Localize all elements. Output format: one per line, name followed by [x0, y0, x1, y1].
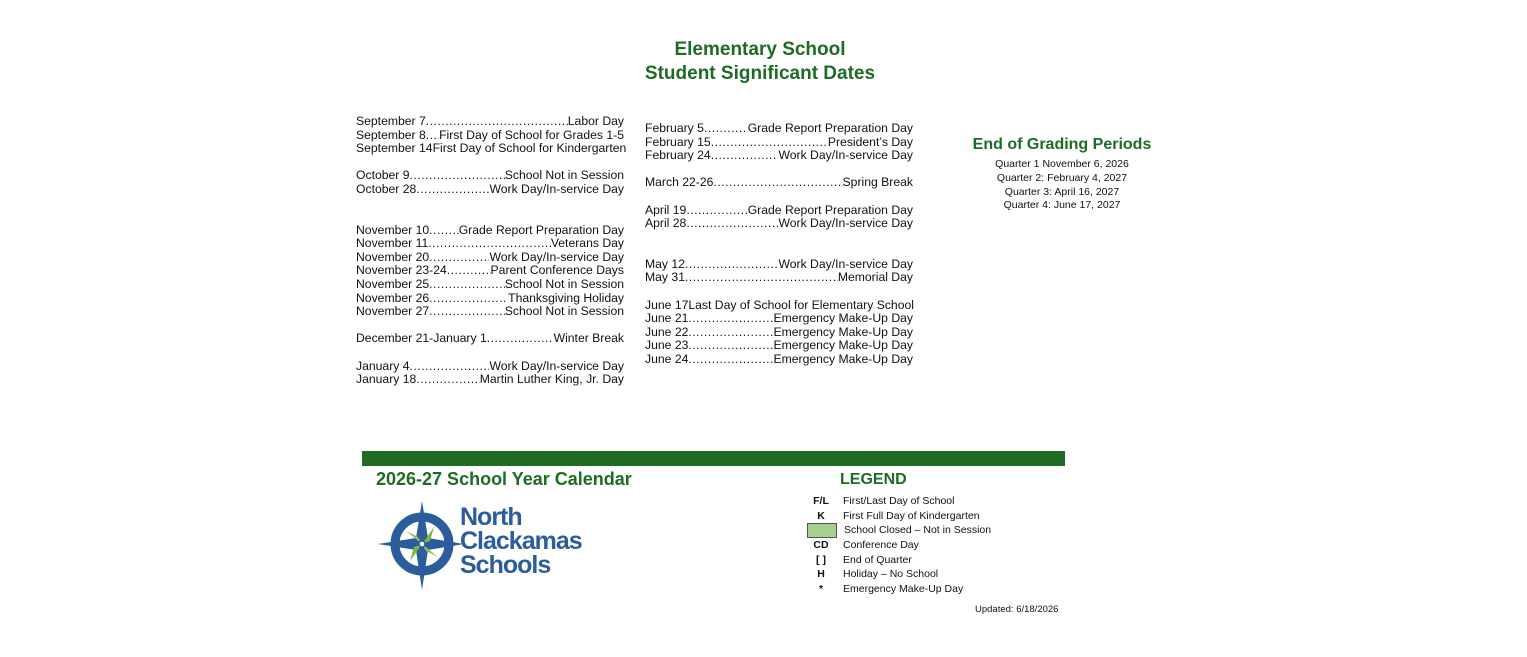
- date-row: [645, 136, 913, 150]
- date-row: [645, 299, 913, 313]
- date-label: November 25: [356, 276, 430, 291]
- date-label: February 5: [645, 121, 704, 135]
- dot-leader: [429, 251, 489, 265]
- event-label: Work Day/In-service Day: [489, 249, 624, 264]
- event-label: School Not in Session: [504, 276, 624, 291]
- legend-label: Conference Day: [843, 539, 919, 552]
- page-title-line2: Student Significant Dates: [644, 63, 876, 84]
- date-label: November 10: [356, 222, 430, 237]
- date-row: [356, 373, 624, 387]
- legend-symbol: [ ]: [816, 553, 826, 566]
- quarter-1: Quarter 1 November 6, 2026: [995, 158, 1129, 170]
- event-label: Martin Luther King, Jr. Day: [479, 372, 624, 387]
- spacer: [356, 197, 624, 224]
- event-label: Emergency Make-Up Day: [773, 311, 913, 326]
- date-row: [645, 149, 913, 163]
- legend-swatch: [807, 523, 837, 538]
- date-label: November 20: [356, 249, 430, 264]
- dot-leader: [416, 373, 479, 387]
- event-label: First Day of School for Kindergarten: [432, 141, 627, 156]
- date-row: [356, 129, 624, 143]
- spacer: [645, 190, 913, 204]
- date-row: [356, 305, 624, 319]
- dot-leader: [688, 326, 773, 340]
- date-label: June 21: [645, 311, 689, 326]
- date-label: March 22-26: [645, 175, 714, 190]
- quarter-4: Quarter 4: June 17, 2027: [1003, 199, 1121, 212]
- dates-list-fall: [356, 114, 627, 387]
- dot-leader: [688, 339, 773, 353]
- dot-leader: [429, 278, 505, 292]
- date-row: [356, 115, 624, 129]
- event-label: Emergency Make-Up Day: [773, 338, 913, 353]
- date-label: November 23-24: [356, 263, 447, 278]
- legend-label: School Closed – Not in Session: [844, 524, 992, 537]
- dates-list-spring: [645, 122, 913, 367]
- dot-leader: [685, 258, 778, 272]
- date-row: [356, 360, 624, 374]
- event-label: Work Day/In-service Day: [489, 181, 624, 196]
- date-label: April 19: [645, 202, 687, 217]
- event-label: Winter Break: [553, 331, 624, 346]
- legend-symbol: K: [817, 509, 825, 522]
- dot-leader: [686, 204, 747, 218]
- date-row: [356, 224, 624, 238]
- dot-leader: [447, 264, 491, 278]
- date-label: February 24: [645, 148, 711, 163]
- event-label: Last Day of School for Elementary School: [688, 297, 914, 312]
- legend-label: First/Last Day of School: [843, 495, 955, 508]
- legend-item: [806, 523, 991, 538]
- date-label: April 28: [645, 216, 687, 231]
- legend-title: LEGEND: [840, 471, 907, 488]
- dot-leader: [688, 353, 773, 367]
- dot-leader: [410, 360, 490, 374]
- date-row: [645, 339, 913, 353]
- event-label: Grade Report Preparation Day: [747, 121, 913, 135]
- event-label: Grade Report Preparation Day: [747, 202, 913, 217]
- legend-label: First Full Day of Kindergarten: [843, 509, 980, 522]
- event-label: Spring Break: [842, 175, 913, 190]
- quarter-2: Quarter 2: February 4, 2027: [996, 171, 1128, 184]
- legend-item: [806, 567, 991, 582]
- date-row: [645, 326, 913, 340]
- date-row: [356, 169, 624, 183]
- dot-leader: [686, 217, 778, 231]
- spacer: [356, 156, 624, 170]
- date-row: [645, 353, 913, 367]
- legend-symbol: H: [817, 568, 825, 581]
- date-label: January 4: [356, 358, 410, 373]
- dot-leader: [429, 305, 505, 319]
- legend-label: Emergency Make-Up Day: [843, 582, 964, 595]
- legend: [806, 494, 991, 596]
- dot-leader: [428, 237, 551, 251]
- legend-item: [806, 509, 991, 524]
- date-label: May 12: [645, 256, 685, 271]
- event-label: Work Day/In-service Day: [778, 216, 913, 231]
- date-row: [645, 204, 913, 218]
- legend-item: [806, 552, 991, 567]
- dot-leader: [688, 312, 773, 326]
- event-label: Veterans Day: [550, 236, 624, 251]
- date-row: [356, 264, 624, 278]
- legend-symbol: CD: [813, 539, 829, 552]
- legend-symbol: *: [818, 582, 824, 595]
- date-row: [356, 183, 624, 197]
- date-row: [356, 332, 624, 346]
- legend-item: [806, 494, 991, 509]
- divider-bar: [362, 451, 1065, 466]
- event-label: Parent Conference Days: [490, 263, 624, 278]
- updated-date: Updated: 6/18/2026: [975, 604, 1059, 615]
- date-label: September 14: [356, 141, 433, 156]
- page-title-line1: Elementary School: [674, 39, 846, 60]
- date-label: October 9: [356, 168, 410, 183]
- district-logo: [376, 497, 616, 593]
- date-row: [645, 312, 913, 326]
- dot-leader: [487, 332, 554, 346]
- date-row: [645, 271, 913, 285]
- date-label: February 15: [645, 134, 711, 149]
- logo-text-clackamas: Clackamas: [460, 527, 582, 555]
- grading-periods: [962, 136, 1162, 213]
- dot-leader: [685, 271, 838, 285]
- dot-leader: [416, 183, 489, 197]
- dot-leader: [711, 136, 828, 150]
- dot-leader: [711, 149, 779, 163]
- date-label: November 11: [356, 236, 429, 251]
- dot-leader: [429, 292, 508, 306]
- date-row: [645, 258, 913, 272]
- spacer: [356, 346, 624, 360]
- event-label: Labor Day: [567, 114, 624, 128]
- date-row: [645, 122, 913, 136]
- logo-text-north: North: [460, 503, 522, 531]
- spacer: [645, 231, 913, 258]
- date-row: [356, 292, 624, 306]
- dot-leader: [426, 129, 439, 143]
- date-label: November 26: [356, 290, 430, 305]
- spacer: [356, 319, 624, 333]
- legend-symbol: F/L: [813, 495, 829, 508]
- date-row: [645, 176, 913, 190]
- date-label: May 31: [645, 270, 685, 285]
- legend-label: Holiday – No School: [843, 568, 939, 581]
- legend-item: [806, 538, 991, 553]
- spacer: [645, 285, 913, 299]
- date-label: September 8: [356, 127, 426, 142]
- event-label: School Not in Session: [504, 304, 624, 319]
- date-row: [356, 237, 624, 251]
- date-row: [356, 141, 627, 156]
- quarter-3: Quarter 3: April 16, 2027: [1004, 185, 1120, 198]
- date-row: [356, 278, 624, 292]
- dot-leader: [410, 169, 505, 183]
- dot-leader: [426, 115, 568, 129]
- event-label: Work Day/In-service Day: [778, 256, 913, 271]
- legend-item: [806, 582, 991, 597]
- dot-leader: [713, 176, 842, 190]
- date-label: June 17: [645, 297, 689, 312]
- date-label: December 21-January 1: [356, 331, 487, 346]
- event-label: Thanksgiving Holiday: [508, 290, 624, 305]
- event-label: Grade Report Preparation Day: [458, 222, 624, 237]
- date-label: June 22: [645, 324, 689, 339]
- event-label: Work Day/In-service Day: [489, 358, 624, 373]
- date-label: October 28: [356, 181, 417, 196]
- dot-leader: [704, 122, 748, 136]
- date-label: June 23: [645, 338, 689, 353]
- logo-text-schools: Schools: [460, 551, 551, 579]
- grading-periods-title: End of Grading Periods: [972, 136, 1152, 153]
- date-row: [356, 251, 624, 265]
- event-label: President’s Day: [827, 134, 913, 149]
- date-row: [645, 217, 913, 231]
- date-label: January 18: [356, 372, 417, 387]
- spacer: [645, 163, 913, 177]
- date-label: September 7: [356, 114, 426, 128]
- date-label: November 27: [356, 304, 430, 319]
- calendar-title: 2026-27 School Year Calendar: [376, 469, 632, 489]
- event-label: School Not in Session: [504, 168, 624, 183]
- event-label: First Day of School for Grades 1-5: [439, 127, 624, 142]
- event-label: Work Day/In-service Day: [778, 148, 913, 163]
- legend-label: End of Quarter: [843, 553, 912, 566]
- dot-leader: [429, 224, 459, 238]
- event-label: Emergency Make-Up Day: [773, 351, 913, 366]
- event-label: Emergency Make-Up Day: [773, 324, 913, 339]
- event-label: Memorial Day: [837, 270, 913, 285]
- date-label: June 24: [645, 351, 689, 366]
